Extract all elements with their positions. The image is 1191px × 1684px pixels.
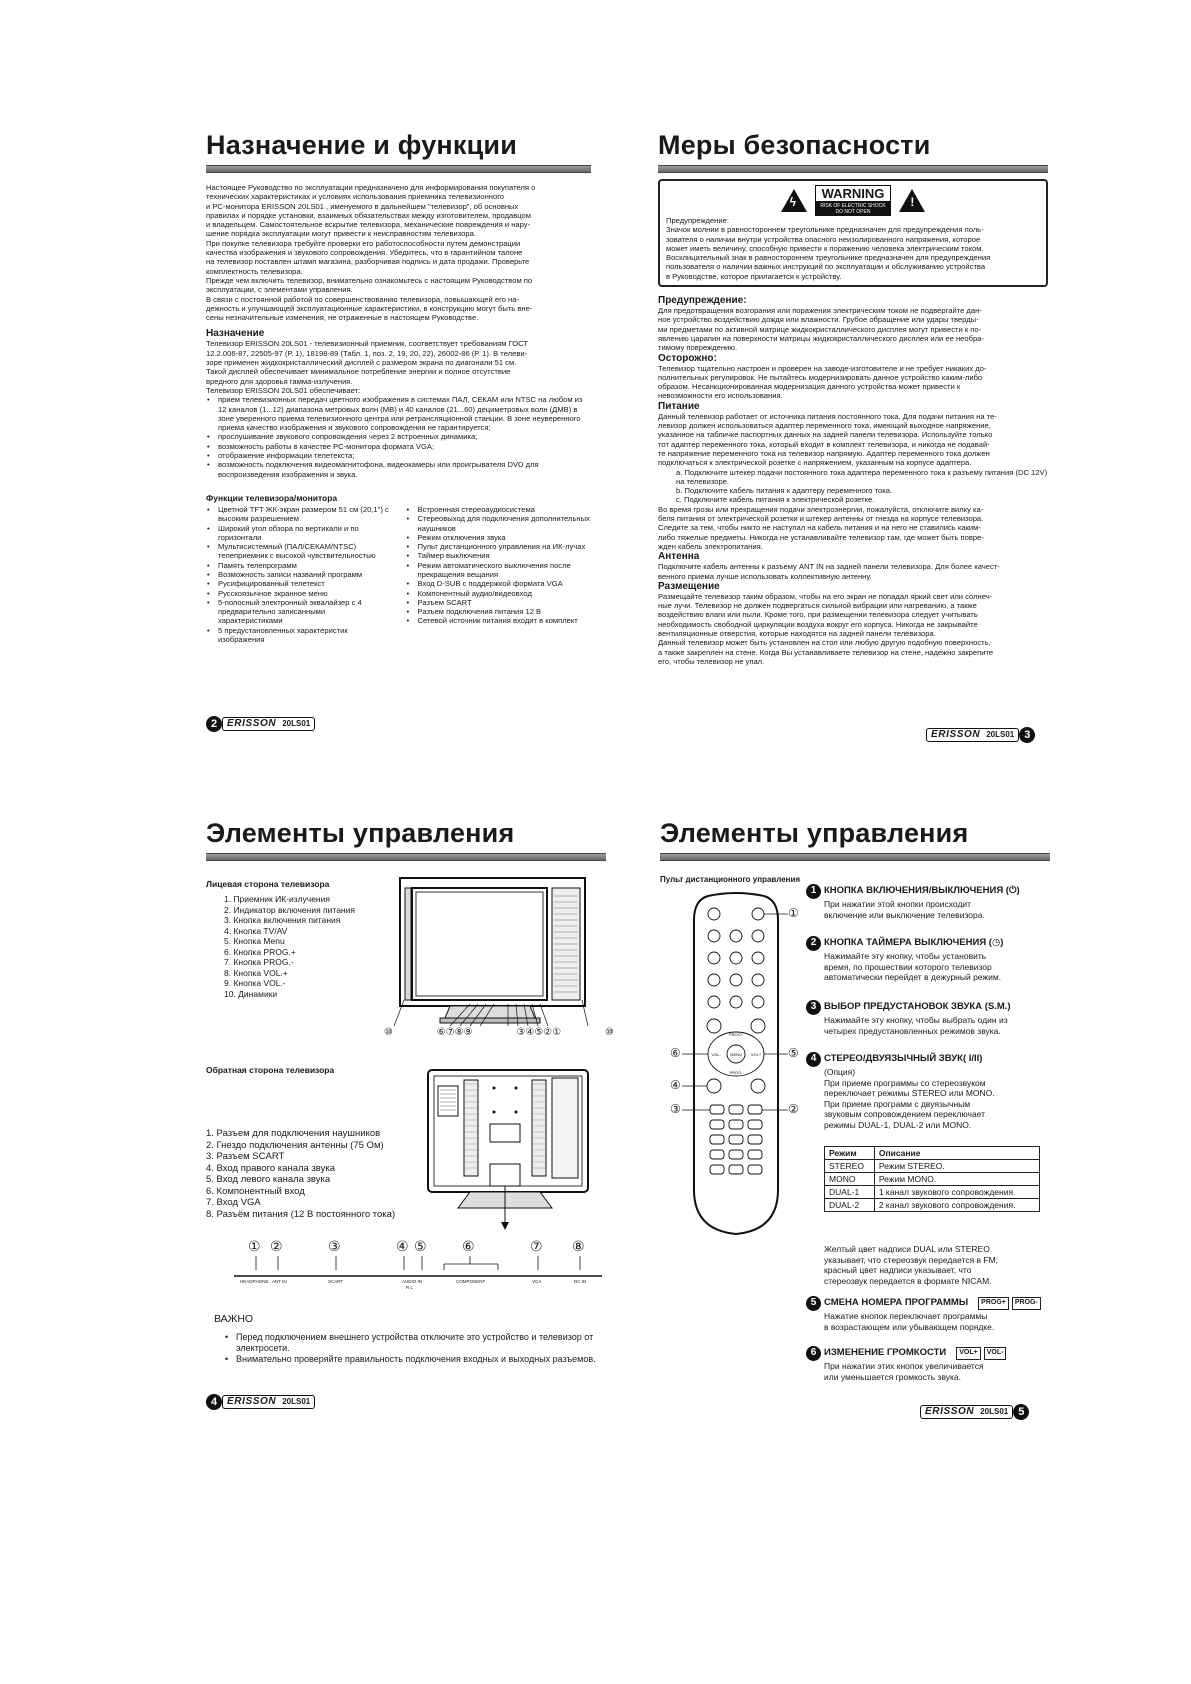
- callout: ③: [328, 1238, 341, 1254]
- warning-sub1: RISK OF ELECTRIC SHOCK: [820, 203, 886, 209]
- brand-name: ERISSON: [227, 718, 277, 729]
- list-item: • отображение информации телетекста;: [216, 451, 591, 460]
- key-badge: VOL-: [984, 1347, 1007, 1360]
- audio-rl-label: R L: [406, 1285, 414, 1290]
- model-name: 20LS01: [986, 730, 1015, 739]
- list-item: • Режим автоматического выключения после прекращения вещания: [416, 561, 592, 580]
- exclamation-warning-icon: !: [899, 189, 925, 212]
- list-item: 2. Индикатор включения питания: [224, 904, 355, 915]
- model-name: 20LS01: [282, 719, 311, 728]
- list-item: 6. Компонентный вход: [206, 1185, 305, 1197]
- table-row: [825, 1199, 1040, 1212]
- p3-footer: [926, 727, 1035, 742]
- callout: ⑩: [605, 1027, 614, 1038]
- p2-purpose-title: Назначение: [206, 328, 265, 340]
- list-item: • Память телепрограмм: [216, 561, 392, 570]
- list-item: 3. Разъем SCART: [206, 1151, 285, 1162]
- s5-text: Размещайте телевизор таким образом, чтобы на его экран не попадал яркий свет или солнеч- ные лучи. Телевизор не должен подвергаться сильной вибрации или нагреванию, а также воздействию влаги или пыли. Кроме того, при размещении телевизора следует учитывать необходимость свободной циркуляции воздуха вокруг его корпуса. Никогда не закрывайте вентиляционные отверстия, которые находятся на задней панели телевизора. Данный телевизор может быть установлен на стол или любую другую подобную поверхность, а также закреплен на стене. Когда Вы устанавливаете телевизор на стене, надежно закрепите его, чтобы телевизор не упал.: [658, 591, 994, 666]
- back-list: [206, 1128, 395, 1220]
- front-title: Лицевая сторона телевизора: [206, 879, 330, 889]
- item-body: Нажимайте эту кнопку, чтобы установить время, по прошествии которого телевизор автоматически перейдет в дежурный режим.: [824, 951, 1002, 983]
- list-item: • Перед подключением внешнего устройства отключите это устройство и телевизор от электросети.: [234, 1332, 604, 1354]
- connector-labels: [232, 1279, 604, 1291]
- list-item: • 5-полосный электронный эквалайзер с 4 предварительно записанными характеристиками: [216, 598, 392, 626]
- brand-label: [926, 728, 1019, 742]
- front-list: [210, 894, 355, 999]
- brand-label: [920, 1405, 1013, 1419]
- list-item: 10. Динамики: [224, 988, 278, 999]
- list-item: 2. Гнездо подключения антенны (75 Ом): [206, 1139, 384, 1151]
- table-cell: 1 канал звукового сопровождения.: [874, 1186, 1039, 1199]
- p2-functions-title: Функции телевизора/монитора: [206, 492, 338, 503]
- item-title: КНОПКА ВКЛЮЧЕНИЯ/ВЫКЛЮЧЕНИЯ (⏻): [824, 885, 1020, 897]
- remote-key-prog-up: PROG+: [728, 1032, 744, 1037]
- callout: ③: [670, 1102, 681, 1116]
- table-cell: MONO: [825, 1173, 875, 1186]
- title-rule: [206, 165, 591, 173]
- list-item: b. Подключите кабель питания к адаптеру переменного тока.: [676, 486, 893, 496]
- page-number: 3: [1019, 727, 1035, 743]
- remote-item-6: [806, 1346, 1046, 1382]
- list-item: 1. Приемник ИК-излучения: [224, 894, 330, 904]
- list-item: • Разъем SCART: [416, 598, 592, 607]
- item-title: ИЗМЕНЕНИЕ ГРОМКОСТИ: [824, 1347, 947, 1359]
- stereo-note: Желтый цвет надписи DUAL или STEREO указывает, что стереозвук передается в FM; красный цвет надписи указывает, что стереозвук передается в формате NICAM.: [824, 1244, 999, 1286]
- page-number: 2: [206, 716, 222, 732]
- list-item: • Русифицированный телетекст: [216, 579, 392, 588]
- s5-title: Размещение: [658, 580, 720, 592]
- callout: ⑤: [788, 1046, 799, 1060]
- item-title: СТЕРЕО/ДВУЯЗЫЧНЫЙ ЗВУК( I/II): [824, 1053, 983, 1065]
- s1-title: Предупреждение:: [658, 295, 747, 307]
- s2-text: Телевизор тщательно настроен и проверен на заводе-изготовителе и не требует никаких до- полнительных регулировок. Не пытайтесь модернизировать данное устройство каким-либо образом. Несанкционированная модернизация данного устройства может привести к невозможности его использования.: [658, 363, 987, 401]
- table-row: [825, 1186, 1040, 1199]
- connector-label: HEADPHONE: [240, 1279, 269, 1284]
- brand-name: ERISSON: [227, 1396, 277, 1407]
- model-name: 20LS01: [282, 1397, 311, 1406]
- list-item: 1. Разъем для подключения наушников: [206, 1128, 381, 1139]
- connector-label: VGA: [532, 1279, 542, 1284]
- list-item: • Мультисистемный (ПАЛ/СЕКАМ/NTSC) телеприемник с высокой чувствительностью: [216, 542, 392, 561]
- brand-label: [222, 717, 315, 731]
- connector-label: DC IN: [574, 1279, 587, 1284]
- table-row: [825, 1173, 1040, 1186]
- tv-front-diagram: [380, 876, 610, 1036]
- lightning-warning-icon: ϟ: [781, 189, 807, 212]
- remote-item-4: [806, 1052, 1046, 1131]
- item-title: ВЫБОР ПРЕДУСТАНОВОК ЗВУКА (S.M.): [824, 1001, 1011, 1013]
- remote-item-3: [806, 1000, 1046, 1036]
- tv-back-diagram: [424, 1068, 594, 1233]
- title-rule: [660, 853, 1050, 861]
- list-item: • возможность подключения видеомагнитофона, видеокамеры или проигрывателя DVD для воспроизведения изображения и звука.: [216, 460, 591, 479]
- item-body: При нажатии этих кнопок увеличивается или уменьшается громкость звука.: [824, 1361, 984, 1382]
- functions-right: [406, 505, 592, 644]
- item-number: 5: [806, 1296, 821, 1311]
- p2-purpose-list: [206, 395, 591, 479]
- remote-control-diagram: [678, 890, 796, 1240]
- callout: ④: [670, 1078, 681, 1092]
- callout: ⑥⑦⑧⑨: [436, 1027, 473, 1038]
- list-item: • Режим отключения звука: [416, 533, 592, 542]
- table-header-row: [825, 1147, 1040, 1160]
- list-item: • возможность работы в качестве PC-монитора формата VGA;: [216, 442, 591, 451]
- callout: ④: [396, 1238, 409, 1254]
- item-number: 3: [806, 1000, 821, 1015]
- s3-text: Данный телевизор работает от источника питания постоянного тока. Для подачи питания на те- левизор должен использоваться адаптер переменного тока, имеющий выходное напряжение, указанное на табличке паспортных данных на задней панели телевизора. Используйте только тот адаптер переменного тока, который входит в комплект телевизора, и никогда не подавай- те напряжение переменного тока на телевизор напрямую. Адаптер переменного тока должен подключаться к электрической розетке с напряжением, указанным на корпусе адаптера.: [658, 411, 997, 468]
- brand-name: ERISSON: [931, 729, 981, 740]
- list-item: • Компонентный аудио/видеовход: [416, 589, 592, 598]
- page-2: [206, 132, 591, 644]
- list-item: 4. Вход правого канала звука: [206, 1162, 336, 1174]
- callout: ②: [270, 1238, 283, 1254]
- table-cell: Режим STEREO.: [874, 1160, 1039, 1173]
- remote-key-vol-up: VOL+: [750, 1052, 762, 1057]
- list-item: • Стереовыход для подключения дополнительных наушников: [416, 514, 592, 533]
- list-item: • прием телевизионных передач цветного изображения в системах ПАЛ, СЕКАМ или NTSC на любом из 12 каналов (1...12) диапазона метровых волн (МВ) и 40 каналов (21...60) дециметровых волн (ДМВ) в зоне уверенного приема телевизионного центра или ретрансляционной станции. В зоне неуверенного приема качество изображения и звукового сопровождения не гарантируется;: [216, 395, 591, 432]
- page-2-title: Назначение и функции: [206, 130, 518, 160]
- list-item: 8. Разъём питания (12 В постоянного тока): [206, 1208, 396, 1220]
- list-item: • Встроенная стереоаудиосистема: [416, 505, 592, 514]
- list-item: 5. Кнопка Menu: [224, 936, 285, 946]
- remote-item-5: [806, 1296, 1046, 1332]
- item-body: (Опция) При приеме программы со стереозвуком переключает режимы STEREO или MONO. При приеме программ с двуязычным звуковым сопровождением переключает режимы DUAL-1, DUAL-2 или MONO.: [824, 1067, 995, 1130]
- callout: ⑤: [414, 1238, 427, 1254]
- item-number: 4: [806, 1052, 821, 1067]
- important-title: ВАЖНО: [214, 1313, 254, 1325]
- functions-left: [206, 505, 392, 644]
- s3-steps: [658, 468, 1048, 505]
- callout: ②: [788, 1102, 799, 1116]
- list-item: 6. Кнопка PROG.+: [224, 946, 296, 957]
- list-item: a. Подключите штекер подачи постоянного тока адаптера переменного тока к разъему питания (DC 12V) на телевизоре.: [676, 467, 1048, 486]
- remote-title: Пульт дистанционного управления: [660, 875, 801, 884]
- p2-footer: [206, 716, 315, 731]
- item-body: При нажатии этой кнопки происходит включение или выключение телевизора.: [824, 899, 985, 920]
- key-badge: PROG+: [978, 1297, 1009, 1310]
- front-callouts: [384, 1027, 614, 1038]
- s2-title: Осторожно:: [658, 352, 717, 364]
- back-title: Обратная сторона телевизора: [206, 1065, 335, 1075]
- p2-purpose: Телевизор ERISSON 20LS01 - телевизионный приемник, соответствует требованиям ГОСТ 12.2.006-87, 22505-97 (Р. 1), 18198-89 (Табл. 1, поз. 2, 19, 20, 22), 26002-86 (Р. 1). В телеви- зоре применен жидкокристаллический дисплей с размером экрана по диагонали 51 см. Такой дисплей обеспечивает минимальное потребление энергии и полное отсутствие вредного для здоровья гамма-излучения. Телевизор ERISSON 20LS01 обеспечивает:: [206, 339, 529, 395]
- list-item: 7. Кнопка PROG.-: [224, 957, 294, 967]
- connector-label: COMPONENT: [456, 1279, 486, 1284]
- warning-text: Предупреждение: Значок молнии в равностороннем треугольнике предназначен для предупреждения поль- зователя о наличии внутри устройства опасного неизолированного напряжения, которое может иметь величину, способную привести к поражению человека электрическим током. Восклицательный знак в равностороннем треугольнике предназначен для предупреждения пользователя о наличии важных инструкций по эксплуатации и обслуживанию устройства в Руководстве, которое прилагается к устройству.: [666, 216, 991, 281]
- warning-label: WARNING: [815, 185, 892, 202]
- callout: ⑦: [530, 1238, 543, 1254]
- model-name: 20LS01: [980, 1407, 1009, 1416]
- table-row: [825, 1160, 1040, 1173]
- connector-label: AUDIO IN: [402, 1279, 423, 1284]
- remote-item-1: [806, 884, 1046, 920]
- remote-key-vol-down: VOL-: [711, 1052, 721, 1057]
- list-item: 3. Кнопка включения питания: [224, 915, 341, 925]
- s1-text: Для предотвращения возгорания или поражения электрическим током не подвергайте дан- ное устройство воздействию дождя или влажности. Грубое обращение или удары тверды- ми предметами по активной матрице жидкокристаллического дисплея могут привести к по- явлению царапин на поверхности матрицы жидкокристаллического дисплея или ее необра- тимому повреждению.: [658, 306, 984, 353]
- s4-text: Подключите кабель антенны к разъему ANT IN на задней панели телевизора. Для более качест- венного приема лучше использовать коллективную антенну.: [658, 562, 1000, 581]
- title-rule: [658, 165, 1048, 173]
- connector-label: ANT IN: [272, 1279, 287, 1284]
- list-item: 9. Кнопка VOL.-: [224, 978, 286, 988]
- brand-label: [222, 1395, 315, 1409]
- page-4-title: Элементы управления: [206, 818, 515, 848]
- key-badge: PROG-: [1012, 1297, 1041, 1310]
- list-item: 8. Кнопка VOL.+: [224, 967, 288, 978]
- s3-after: Во время грозы или прекращения подачи электроэнергии, пожалуйста, отключите вилку ка- беля питания от электрической розетки и штекер антенны от гнезда на корпусе телевизора. Следите за тем, чтобы никто не наступал на кабель питания и на него не ставились каким- либо тяжелые предметы. Никогда не устанавливайте телевизор там, где может быть повре- жден кабель электропитания.: [658, 504, 984, 551]
- p2-intro: Настоящее Руководство по эксплуатации предназначено для информирования покупателя о технических характеристиках и условиях использования приемника телевизионного и PC-монитора ERISSON 20LS01 , именуемого в дальнейшем "телевизор", об основных правилах и порядке установки, взаимных обязательствах между изготовителем, продавцом и владельцем. Самостоятельное вскрытие телевизора, механические повреждения и нару- шение порядка эксплуатации могут привести к неисправностям телевизора. При покупке телевизора требуйте проверки его работоспособности путем демонстрации качества изображения и звукового сопровождения. Убедитесь, что в гарантийном талоне на телевизор поставлен штамп магазина, разборчивая подпись и дата продажи. Проверьте комплектность телевизора. Прежде чем включить телевизор, внимательно ознакомьтесь с настоящим Руководством по эксплуатации, с элементами управления. В связи с постоянной работой по совершенствованию телевизора, повышающей его на- дежность и улучшающей эксплуатационные характеристики, в конструкцию могут быть вне- сены незначительные изменения, не отраженные в настоящем Руководстве.: [206, 183, 536, 323]
- list-item: • Внимательно проверяйте правильность подключения входных и выходных разъемов.: [234, 1354, 604, 1365]
- table-cell: STEREO: [825, 1160, 875, 1173]
- p4-footer: [206, 1394, 315, 1409]
- page-3-title: Меры безопасности: [658, 130, 931, 160]
- item-number: 1: [806, 884, 821, 899]
- item-body: Нажатие кнопок переключает программы в возрастающем или убывающем порядке.: [824, 1311, 995, 1332]
- warning-sub2: DO NOT OPEN: [835, 209, 871, 215]
- important-list: [224, 1332, 604, 1365]
- callout: ⑥: [462, 1238, 475, 1254]
- callout: ①: [788, 906, 799, 920]
- list-item: 7. Вход VGA: [206, 1197, 261, 1208]
- page-3: [658, 132, 1048, 666]
- list-item: • Разъем подключения питания 12 В: [416, 607, 592, 616]
- remote-item-2: [806, 936, 1046, 983]
- callout: ③④⑤②①: [516, 1027, 562, 1038]
- sound-mode-table: [824, 1146, 1040, 1212]
- item-title: СМЕНА НОМЕРА ПРОГРАММЫ: [824, 1297, 969, 1309]
- callout: ⑩: [384, 1027, 393, 1038]
- item-number: 2: [806, 936, 821, 951]
- s4-title: Антенна: [658, 551, 700, 563]
- list-item: • Цветной TFT ЖК-экран размером 51 см (20,1") с высоким разрешением: [216, 505, 392, 524]
- item-number: 6: [806, 1346, 821, 1361]
- warning-box: [658, 179, 1048, 287]
- list-item: 4. Кнопка TV/AV: [224, 925, 288, 936]
- table-cell: DUAL-1: [825, 1186, 875, 1199]
- page-number: 4: [206, 1394, 222, 1410]
- list-item: 5. Вход левого канала звука: [206, 1174, 331, 1185]
- callout: ①: [248, 1238, 261, 1254]
- page-5: [660, 820, 1050, 886]
- table-cell: DUAL-2: [825, 1199, 875, 1212]
- table-header: Описание: [874, 1147, 1039, 1160]
- table-cell: 2 канал звукового сопровождения.: [874, 1199, 1039, 1212]
- list-item: • Сетевой источник питания входит в комплект: [416, 616, 592, 625]
- connector-numbers: [248, 1238, 596, 1254]
- list-item: c. Подключите кабель питания к электрической розетке.: [676, 495, 875, 505]
- list-item: • Широкий угол обзора по вертикали и по горизонтали: [216, 524, 392, 543]
- callout: ⑧: [572, 1238, 585, 1254]
- remote-key-menu: MENU: [730, 1052, 742, 1057]
- item-body: Нажимайте эту кнопку, чтобы выбрать один из четырех предустановленных режимов звука.: [824, 1015, 1008, 1036]
- table-cell: Режим MONO.: [874, 1173, 1039, 1186]
- page-number: 5: [1013, 1404, 1029, 1420]
- remote-key-prog-down: PROG-: [729, 1070, 743, 1075]
- list-item: • Таймер выключения: [416, 551, 592, 560]
- list-item: • Вход D-SUB с поддержкой формата VGA: [416, 579, 592, 588]
- callout: ⑥: [670, 1046, 681, 1060]
- connector-label: SCART: [328, 1279, 344, 1284]
- list-item: • прослушивание звукового сопровождения через 2 встроенных динамика;: [216, 432, 591, 441]
- key-badge: VOL+: [956, 1347, 980, 1360]
- s3-title: Питание: [658, 400, 700, 412]
- page-5-title: Элементы управления: [660, 818, 969, 848]
- list-item: • 5 предустановленных характеристик изображения: [216, 626, 392, 645]
- list-item: • Пульт дистанционного управления на ИК-лучах: [416, 542, 592, 551]
- p5-footer: [920, 1404, 1029, 1419]
- table-header: Режим: [825, 1147, 875, 1160]
- brand-name: ERISSON: [925, 1406, 975, 1417]
- title-rule: [206, 853, 606, 861]
- list-item: • Русскоязычное экранное меню: [216, 589, 392, 598]
- list-item: • Возможность записи названий программ: [216, 570, 392, 579]
- item-title: КНОПКА ТАЙМЕРА ВЫКЛЮЧЕНИЯ (◷): [824, 937, 1004, 949]
